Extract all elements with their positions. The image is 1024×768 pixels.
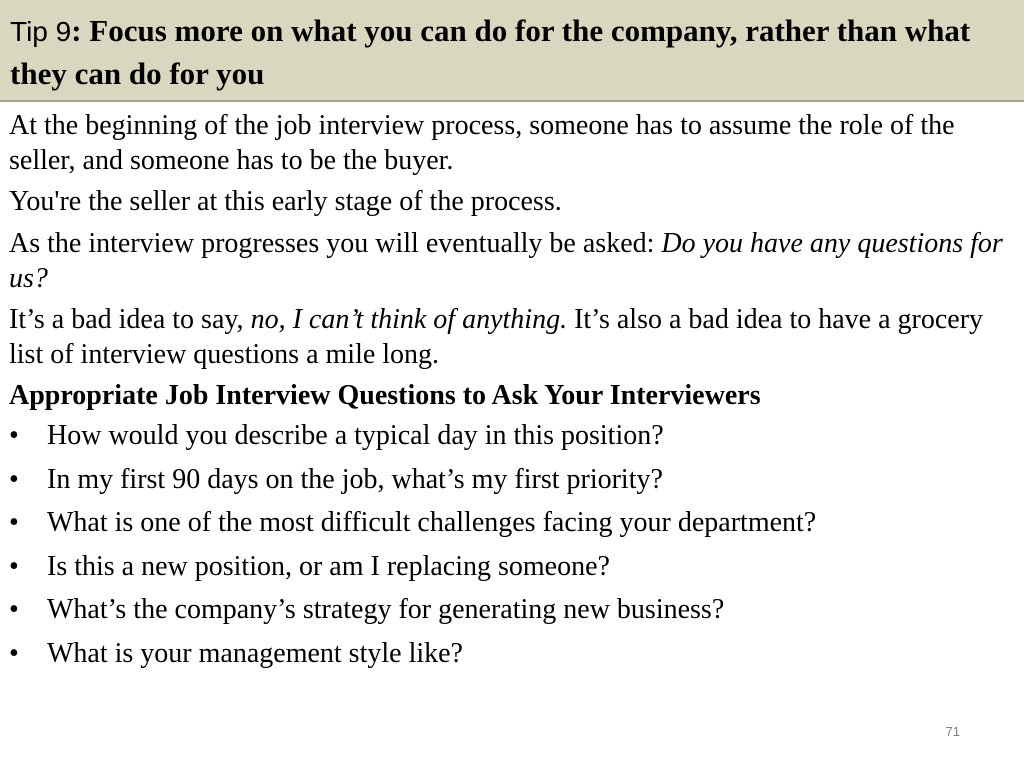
bullet-icon: • — [9, 420, 19, 451]
list-item-text: Is this a new position, or am I replacing someone? — [47, 550, 610, 582]
slide-body — [9, 108, 1021, 679]
list-item — [9, 549, 1021, 584]
paragraph-questions-asked-text: As the interview progresses you will eventually be asked: — [9, 228, 662, 259]
paragraph-bad-ideas — [9, 302, 1021, 372]
list-item — [9, 505, 1021, 540]
tip-label: Tip 9 — [10, 16, 72, 47]
question-list — [9, 418, 1021, 671]
list-item-text: What is one of the most difficult challenges facing your department? — [47, 507, 817, 538]
bullet-icon: • — [9, 637, 19, 669]
bullet-icon: • — [9, 507, 19, 538]
list-item-text: What’s the company’s strategy for generating new business? — [47, 594, 725, 625]
paragraph-questions-asked-quote: Do you have any questions for us? — [9, 228, 1003, 294]
paragraph-seller-stage: You're the seller at this early stage of the process. — [9, 186, 562, 217]
list-item — [9, 636, 1021, 671]
paragraph-questions-asked — [9, 226, 1021, 296]
bullet-icon: • — [9, 550, 19, 582]
bullet-icon: • — [9, 594, 19, 625]
paragraph-bad-ideas-text-a: It’s a bad idea to say, — [9, 304, 251, 335]
list-item — [9, 418, 1021, 453]
list-item — [9, 462, 1021, 497]
paragraph-bad-ideas-text-b: It’s also a bad idea to have a grocery list of interview questions a mile long. — [9, 304, 984, 370]
list-item-text: In my first 90 days on the job, what’s my first priority? — [47, 463, 663, 495]
slide-title-bar — [0, 0, 1024, 102]
list-item-text: What is your management style like? — [47, 637, 463, 669]
list-item-text: How would you describe a typical day in this position? — [47, 420, 664, 451]
paragraph-seller-buyer: At the beginning of the job interview process, someone has to assume the role of the seller, and someone has to be the buyer. — [9, 110, 955, 176]
paragraph-bad-ideas-quote: no, I can’t think of anything. — [250, 304, 568, 335]
slide-title — [10, 10, 1010, 95]
slide-title-text: : Focus more on what you can do for the company, rather than what they can do for you — [10, 13, 971, 91]
section-heading: Appropriate Job Interview Questions to Ask Your Interviewers — [9, 380, 761, 411]
bullet-icon: • — [9, 463, 19, 495]
page-number: 71 — [945, 724, 960, 739]
list-item — [9, 592, 1021, 627]
